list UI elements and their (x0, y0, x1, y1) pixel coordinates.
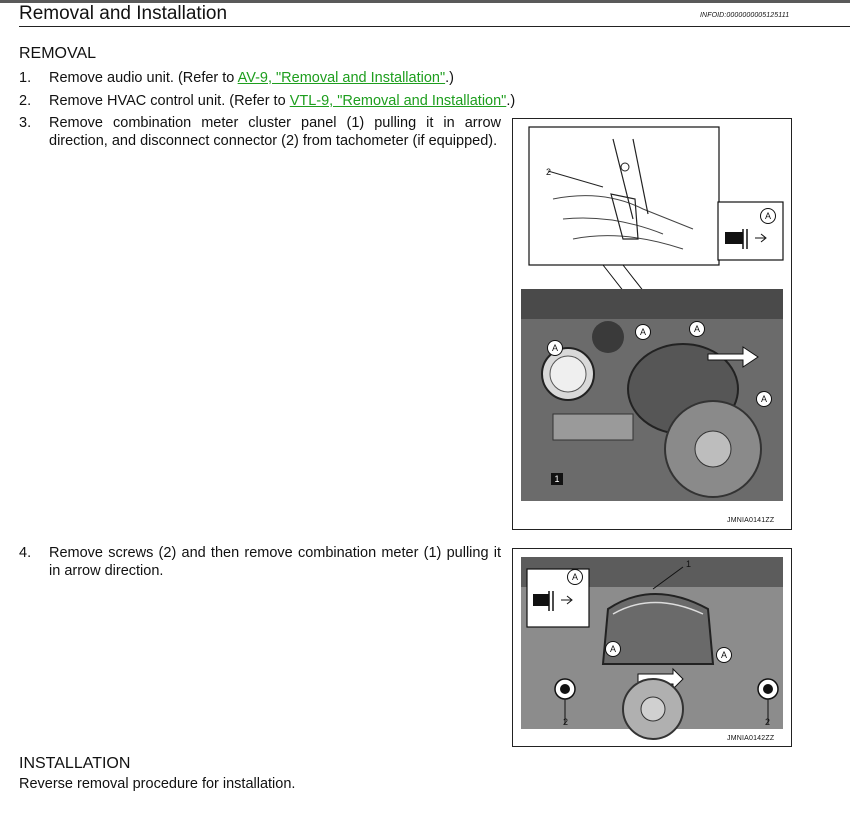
installation-heading: INSTALLATION (19, 755, 131, 772)
removal-step-2 (19, 92, 579, 110)
removal-step-3 (19, 114, 503, 174)
callout-a: A (605, 641, 621, 657)
combination-meter-illustration (513, 549, 791, 746)
step-number: 3. (19, 115, 32, 131)
step-text: Remove audio unit. (Refer to AV-9, "Removal and Installation".) (49, 70, 454, 86)
callout-a: A (756, 391, 772, 407)
installation-text: Reverse removal procedure for installation. (19, 776, 296, 792)
info-id: INFOID:0000000005125111 (700, 12, 790, 19)
step-text: Remove combination meter cluster panel (1) pulling it in arrow direction, and disconnect connector (2) from tachometer (if equipped). (49, 115, 501, 149)
label-screw: 2 (563, 717, 569, 727)
figure-code: JMNIA0141ZZ (727, 517, 775, 524)
cluster-panel-illustration (513, 119, 791, 529)
page-title: Removal and Installation (19, 3, 228, 24)
step-text: Remove HVAC control unit. (Refer to VTL-9, "Removal and Installation".) (49, 93, 516, 109)
step-text: Remove screws (2) and then remove combination meter (1) pulling it in arrow direction. (49, 545, 501, 579)
label-meter: 1 (686, 559, 692, 569)
removal-step-1 (19, 69, 509, 87)
callout-a: A (635, 324, 651, 340)
callout-a: A (547, 340, 563, 356)
figure-meter-cluster-panel (512, 118, 792, 530)
step-number: 4. (19, 545, 32, 561)
label-screw: 2 (765, 717, 771, 727)
callout-a: A (689, 321, 705, 337)
callout-a: A (760, 208, 776, 224)
title-divider (19, 26, 850, 27)
label-panel: 1 (551, 473, 563, 485)
removal-heading: REMOVAL (19, 45, 97, 62)
figure-code: JMNIA0142ZZ (727, 735, 775, 742)
step-number: 2. (19, 93, 32, 109)
callout-a: A (567, 569, 583, 585)
av-9-link[interactable]: AV-9, "Removal and Installation" (237, 70, 446, 86)
callout-a: A (716, 647, 732, 663)
step-number: 1. (19, 70, 32, 86)
removal-step-4 (19, 544, 503, 584)
vtl-9-link[interactable]: VTL-9, "Removal and Installation" (289, 93, 507, 109)
figure-combination-meter (512, 548, 792, 747)
label-connector: 2 (546, 167, 552, 177)
